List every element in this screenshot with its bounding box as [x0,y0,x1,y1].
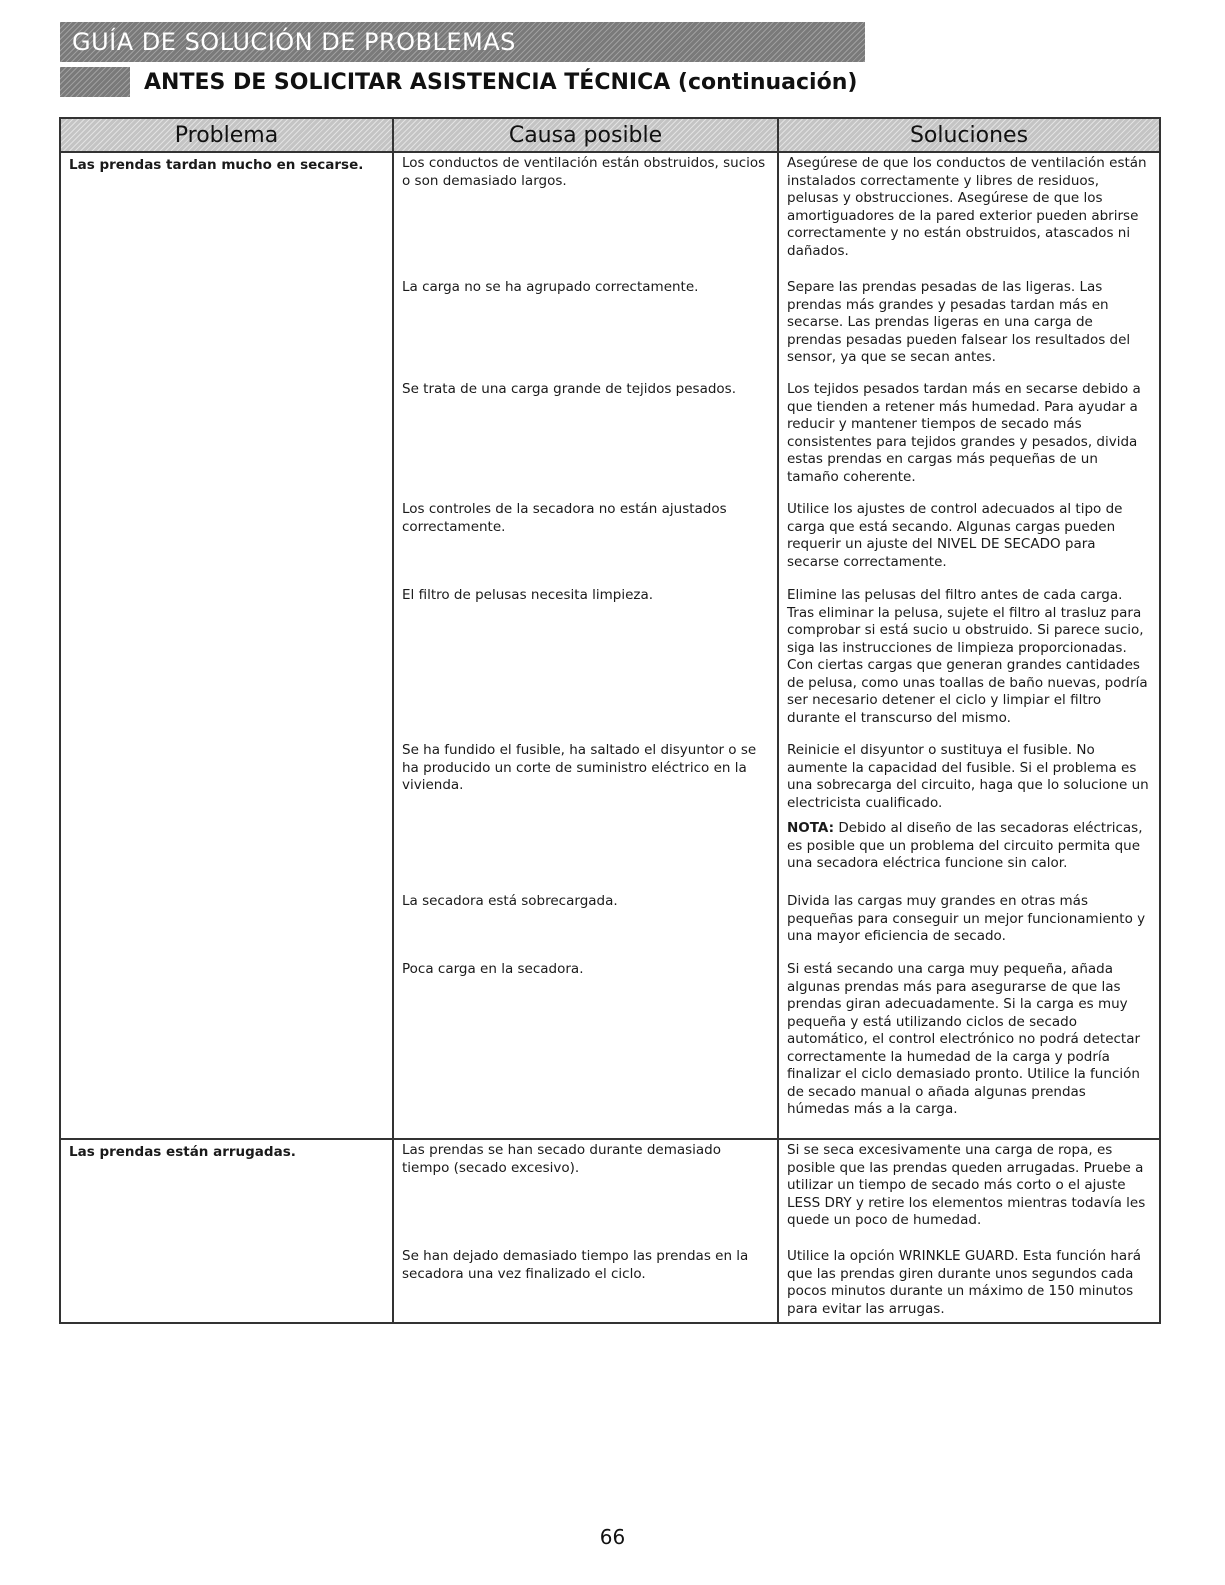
solutions-column [778,152,1160,1139]
solutions-column [778,1139,1160,1323]
solution-item: Utilice la opción WRINKLE GUARD. Esta función hará que las prendas giren durante unos segundos cada pocos minutos durante un máximo de 150 minutos para evitar las arrugas. [787,1248,1142,1317]
cause-item: Poca carga en la secadora. [402,961,584,977]
problem-cell [60,1139,393,1323]
cause-item: Las prendas se han secado durante demasiado tiempo (secado excesivo). [402,1142,722,1176]
problem-text: Las prendas están arrugadas. [69,1144,296,1160]
header-problem: Problema [60,118,393,152]
header-solutions: Soluciones [778,118,1160,152]
cause-column [393,152,778,1139]
header-cause: Causa posible [393,118,778,152]
cause-item: Los controles de la secadora no están ajustados correctamente. [402,501,727,535]
note-body: Debido al diseño de las secadoras eléctricas, es posible que un problema del circuito permita que una secadora eléctrica funcione sin calor. [787,820,1143,871]
solution-item: Asegúrese de que los conductos de ventilación están instalados correctamente y libres de residuos, pelusas y obstrucciones. Asegúrese de que los amortiguadores de la pared exterior pueden abrirse correctamente y no están obstruidos, atascados ni dañados. [787,155,1147,259]
cause-item: La carga no se ha agrupado correctamente. [402,279,699,295]
banner-title: GUÍA DE SOLUCIÓN DE PROBLEMAS [72,28,516,56]
solution-text: Reinicie el disyuntor o sustituya el fusible. No aumente la capacidad del fusible. Si el problema es una sobrecarga del circuito, haga que lo solucione un electricista cualificado. [787,742,1149,811]
solution-item: Si está secando una carga muy pequeña, añada algunas prendas más para asegurarse de que las prendas giran adecuadamente. Si la carga es muy pequeña y está utilizando ciclos de secado automático, el control electrónico no podrá detectar correctamente la humedad de la carga y podría finalizar el ciclo demasiado pronto. Utilice la función de secado manual o añada algunas prendas húmedas más a la carga. [787,961,1141,1117]
cause-item: La secadora está sobrecargada. [402,893,618,909]
note-label: NOTA: [787,820,835,836]
solution-item: Si se seca excesivamente una carga de ropa, es posible que las prendas queden arrugadas. Pruebe a utilizar un tiempo de secado más corto o el ajuste LESS DRY y retire los elementos mientras todavía les quede un poco de humedad. [787,1142,1146,1228]
page-number: 66 [599,1525,626,1549]
cause-item: Se han dejado demasiado tiempo las prendas en la secadora una vez finalizado el ciclo. [402,1248,749,1282]
cause-column [393,1139,778,1323]
section-marker [60,67,130,97]
section-title: ANTES DE SOLICITAR ASISTENCIA TÉCNICA (continuación) [144,69,858,95]
cause-item: Se trata de una carga grande de tejidos pesados. [402,381,736,397]
troubleshooting-table [59,117,1161,1324]
section-header [60,67,857,97]
note-text [787,820,1151,873]
problem-cell [60,152,393,1139]
solution-item: Elimine las pelusas del filtro antes de cada carga. Tras eliminar la pelusa, sujete el filtro al trasluz para comprobar si está sucio u obstruido. Si parece sucio, siga las instrucciones de limpieza proporcionadas. Con ciertas cargas que generan grandes cantidades de pelusa, como unas toallas de baño nuevas, podría ser necesario detener el ciclo y limpiar el filtro durante el transcurso del mismo. [787,587,1148,726]
solution-item: Utilice los ajustes de control adecuados al tipo de carga que está secando. Algunas cargas pueden requerir un ajuste del NIVEL DE SECADO para secarse correctamente. [787,501,1123,570]
solution-item: Divida las cargas muy grandes en otras más pequeñas para conseguir un mejor funcionamiento y una mayor eficiencia de secado. [787,893,1146,944]
table-row [60,152,1160,1139]
problem-text: Las prendas tardan mucho en secarse. [69,157,364,173]
solution-item: Los tejidos pesados tardan más en secarse debido a que tienden a retener más humedad. Para ayudar a reducir y mantener tiempos de secado más consistentes para tejidos grandes y pesados, divida estas prendas en cargas más pequeñas de un tamaño coherente. [787,381,1141,485]
solution-item: Separe las prendas pesadas de las ligeras. Las prendas más grandes y pesadas tardan más en secarse. Las prendas ligeras en una carga de prendas pesadas pueden falsear los resultados del sensor, ya que se secan antes. [787,279,1131,365]
table-row [60,1139,1160,1323]
cause-item: El filtro de pelusas necesita limpieza. [402,587,654,603]
cause-item: Se ha fundido el fusible, ha saltado el disyuntor o se ha producido un corte de suministro eléctrico en la vivienda. [402,742,757,793]
solution-item [779,740,1159,891]
cause-item: Los conductos de ventilación están obstruidos, sucios o son demasiado largos. [402,155,766,189]
guide-banner [60,22,865,62]
